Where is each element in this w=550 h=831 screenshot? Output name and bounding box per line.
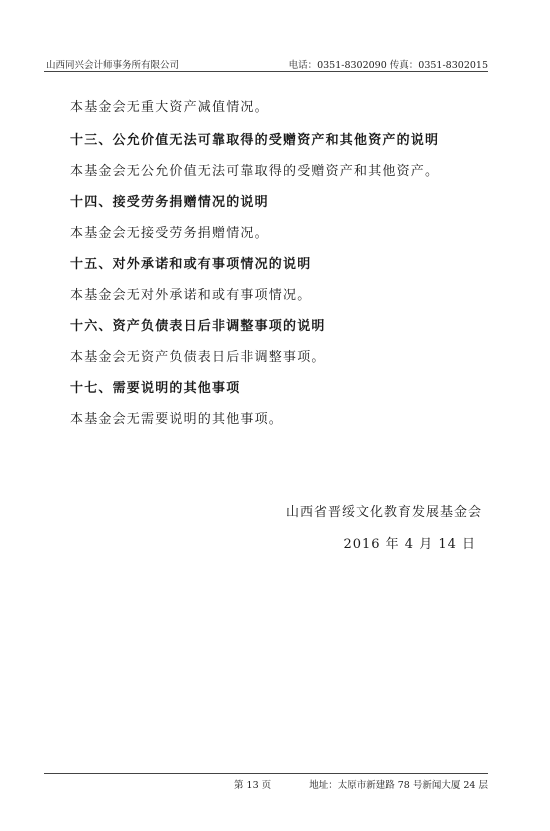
footer-address: 地址：太原市新建路 78 号新闻大厦 24 层: [309, 780, 488, 791]
signature-date: 2016 年 4 月 14 日: [343, 537, 476, 552]
paragraph-section-13: 本基金会无公允价值无法可靠取得的受赠资产和其他资产。: [70, 164, 440, 179]
paragraph-section-16: 本基金会无资产负债表日后非调整事项。: [70, 350, 326, 365]
page-header: [44, 57, 488, 71]
footer-divider: [44, 773, 488, 774]
paragraph-section-14: 本基金会无接受劳务捐赠情况。: [70, 226, 269, 241]
section-heading-17: 十七、需要说明的其他事项: [70, 381, 241, 396]
header-contact: 电话：0351-8302090 传真：0351-8302015: [288, 60, 488, 71]
section-heading-15: 十五、对外承诺和或有事项情况的说明: [70, 257, 312, 272]
signature-organization: 山西省晋绥文化教育发展基金会: [285, 505, 482, 520]
paragraph-impairment: 本基金会无重大资产减值情况。: [70, 100, 269, 115]
header-divider: [44, 71, 488, 72]
section-heading-13: 十三、公允价值无法可靠取得的受赠资产和其他资产的说明: [70, 133, 440, 148]
paragraph-section-17: 本基金会无需要说明的其他事项。: [70, 412, 284, 427]
header-firm-name: 山西同兴会计师事务所有限公司: [46, 60, 180, 71]
section-heading-14: 十四、接受劳务捐赠情况的说明: [70, 195, 269, 210]
page-number: 第 13 页: [234, 780, 272, 791]
section-heading-16: 十六、资产负债表日后非调整事项的说明: [70, 319, 326, 334]
page-footer: [44, 777, 488, 791]
paragraph-section-15: 本基金会无对外承诺和或有事项情况。: [70, 288, 312, 303]
